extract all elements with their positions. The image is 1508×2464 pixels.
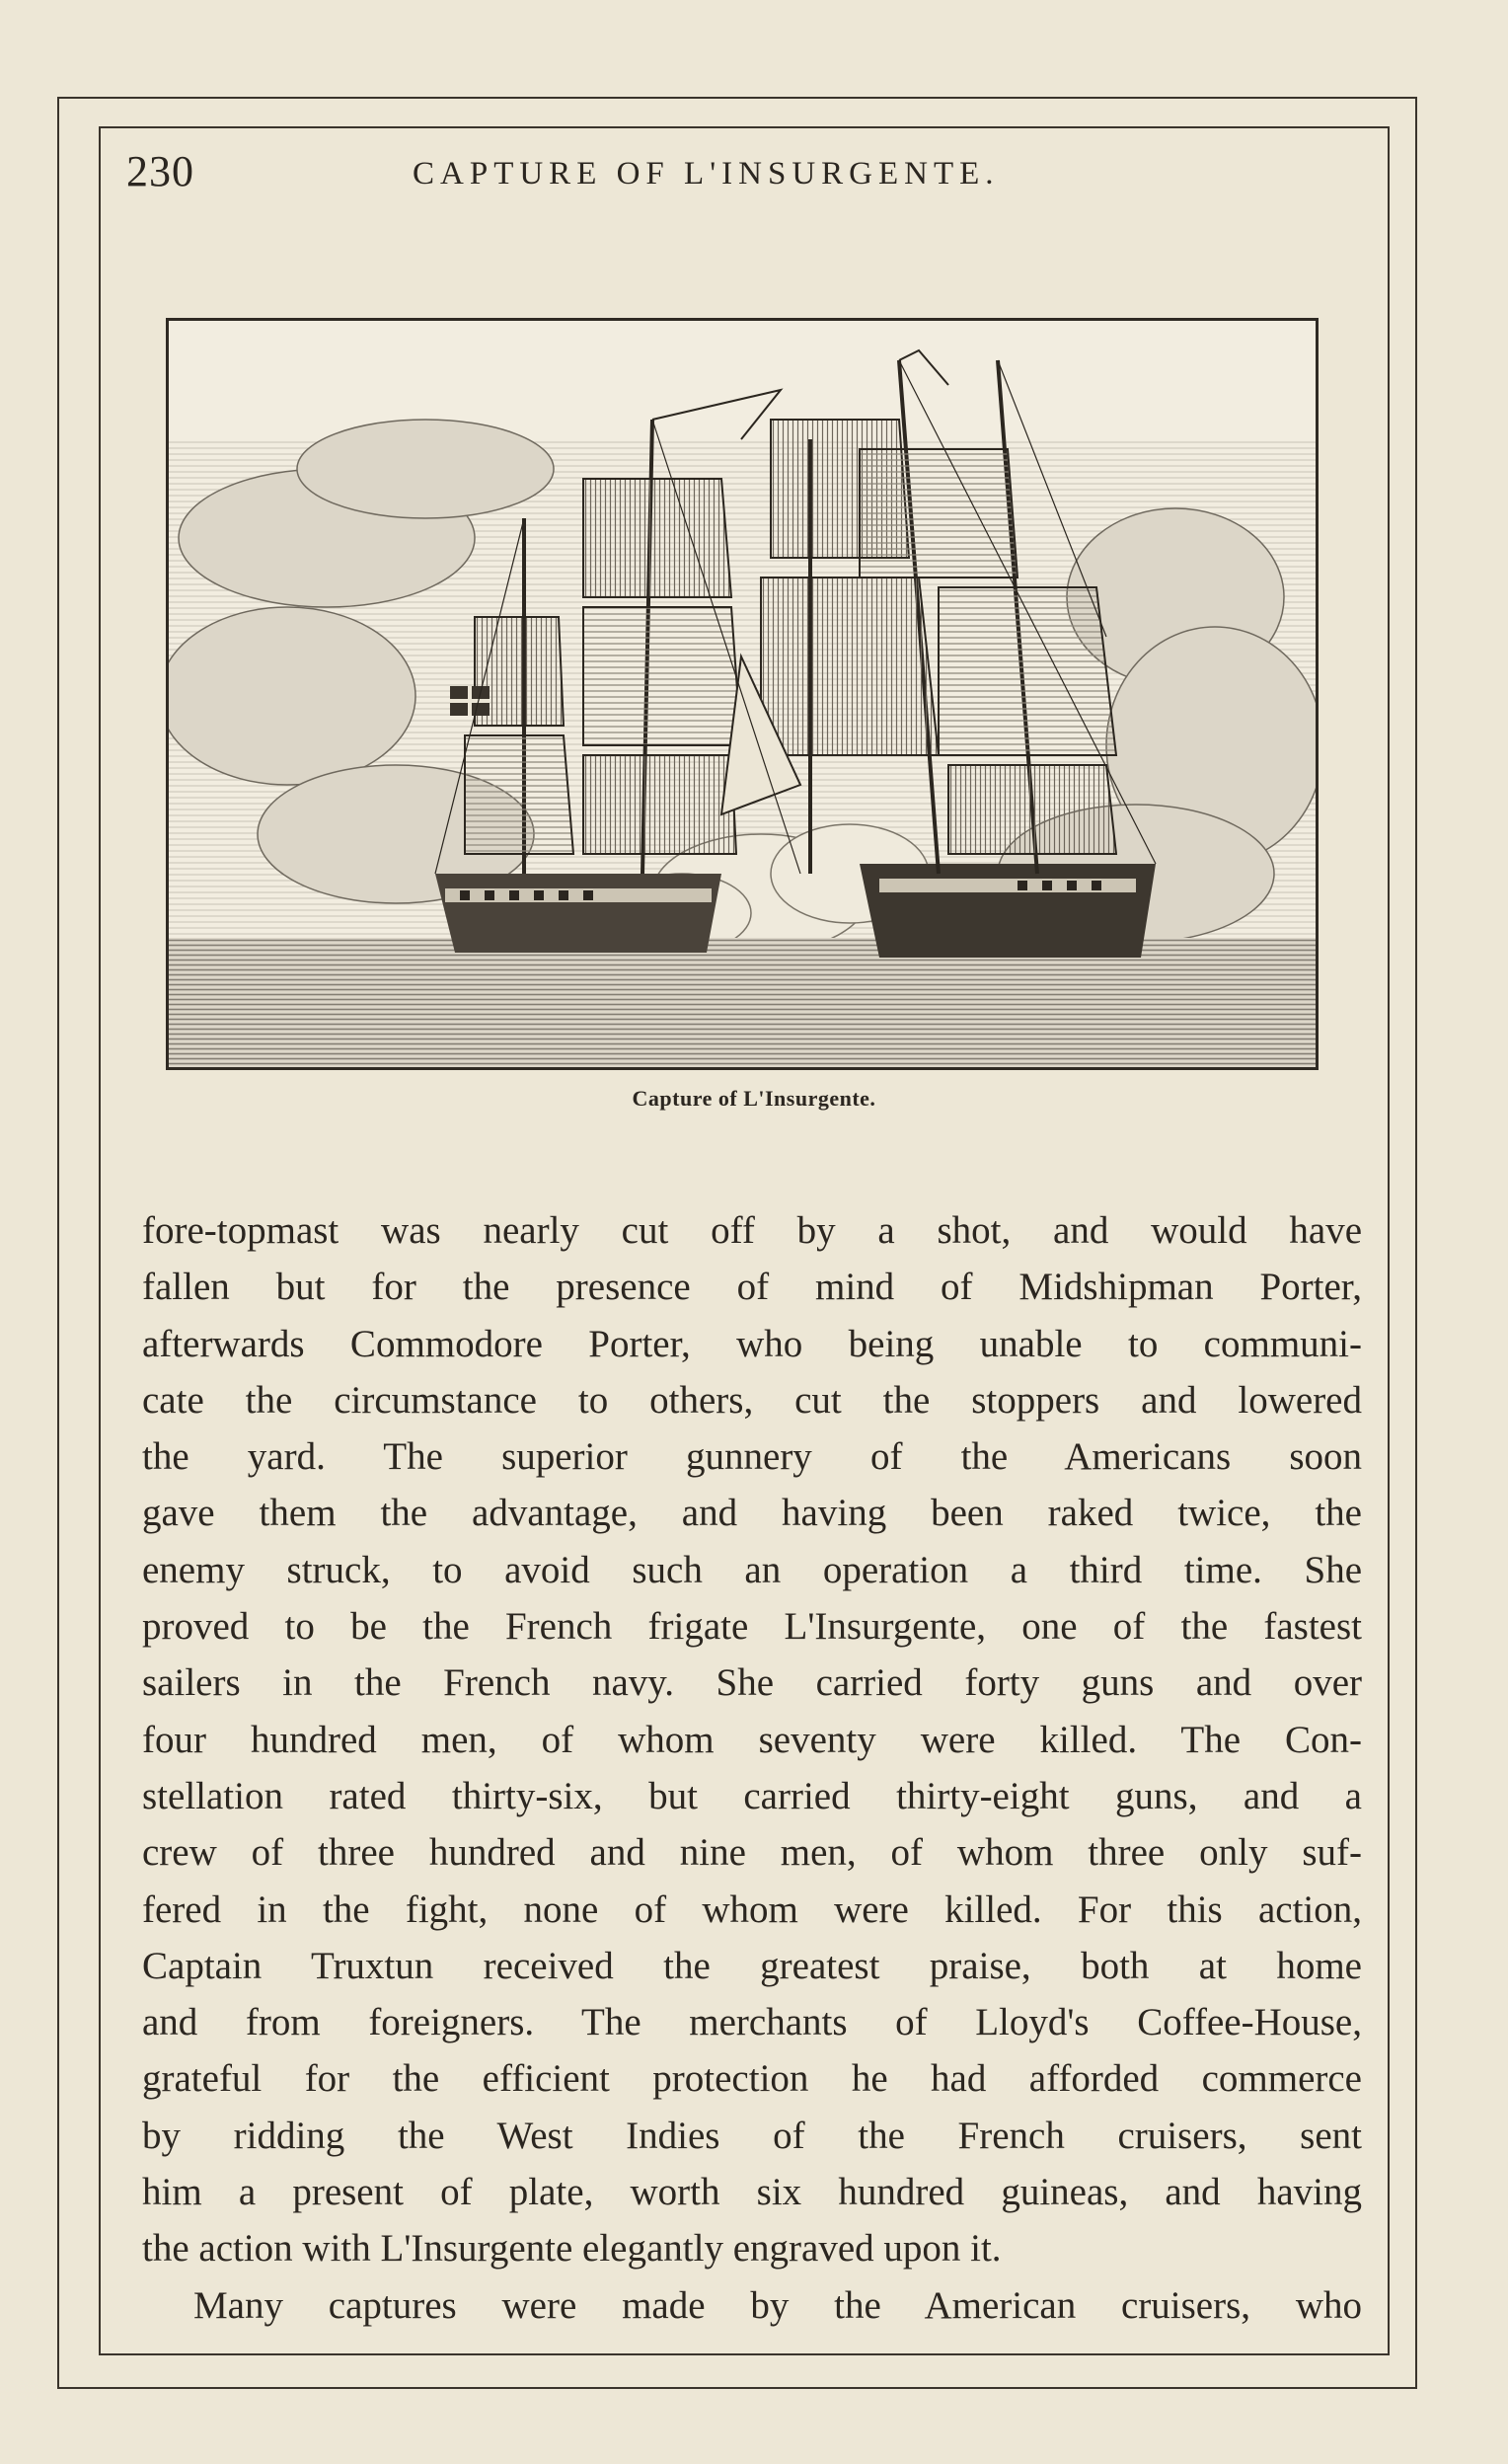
text-line: fallen but for the presence of mind of Midshipman Porter,: [142, 1266, 1362, 1309]
page-number: 230: [126, 147, 194, 195]
text-line: fered in the fight, none of whom were killed. For this action,: [142, 1887, 1362, 1931]
text-line: Many captures were made by the American cruisers, who: [193, 2283, 1362, 2327]
text-line: by ridding the West Indies of the French cruisers, sent: [142, 2114, 1362, 2157]
text-line: grateful for the efficient protection he had afforded commerce: [142, 2057, 1362, 2101]
text-line: the yard. The superior gunnery of the Americans soon: [142, 1435, 1362, 1479]
body-text: [142, 1202, 1362, 2334]
page-header: [126, 146, 1360, 205]
naval-battle-engraving: [169, 321, 1316, 1067]
text-line: Captain Truxtun received the greatest praise, both at home: [142, 1944, 1362, 1987]
text-line: fore-topmast was nearly cut off by a shot, and would have: [142, 1209, 1362, 1252]
text-line: cate the circumstance to others, cut the stoppers and lowered: [142, 1378, 1362, 1422]
text-line: the action with L'Insurgente elegantly engraved upon it.: [142, 2227, 1002, 2271]
text-line: four hundred men, of whom seventy were killed. The Con-: [142, 1718, 1362, 1761]
figure-caption: Capture of L'Insurgente.: [632, 1086, 876, 1111]
engraving-illustration: [166, 318, 1319, 1070]
text-line: afterwards Commodore Porter, who being unable to communi-: [142, 1322, 1362, 1365]
text-line: sailers in the French navy. She carried forty guns and over: [142, 1661, 1362, 1705]
text-line: him a present of plate, worth six hundred guineas, and having: [142, 2171, 1362, 2214]
text-line: enemy struck, to avoid such an operation a third time. She: [142, 1548, 1362, 1591]
text-line: crew of three hundred and nine men, of whom three only suf-: [142, 1831, 1362, 1875]
text-line: and from foreigners. The merchants of Lloyd's Coffee-House,: [142, 2001, 1362, 2044]
text-line: gave them the advantage, and having been raked twice, the: [142, 1492, 1362, 1535]
running-head: CAPTURE OF L'INSURGENTE.: [413, 156, 1000, 192]
text-line: proved to be the French frigate L'Insurgente, one of the fastest: [142, 1605, 1362, 1649]
text-line: stellation rated thirty-six, but carried thirty-eight guns, and a: [142, 1774, 1362, 1817]
